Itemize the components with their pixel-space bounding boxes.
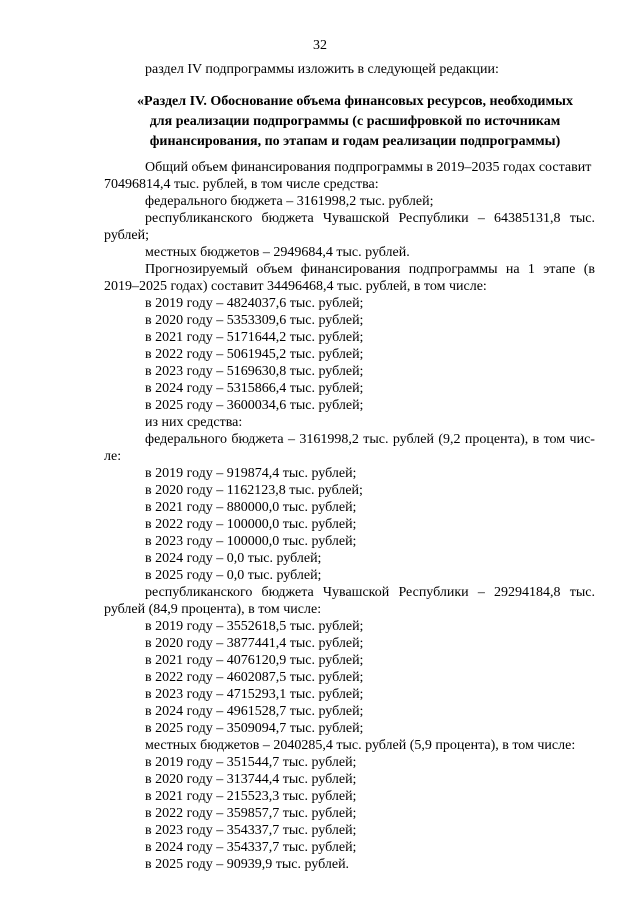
year-line: в 2023 году – 5169630,8 тыс. рублей; (145, 364, 364, 379)
paragraph-line: Общий объем финансирования подпрограммы в 2019–2035 годах составит (145, 160, 592, 175)
intro-line: раздел IV подпрограммы изложить в следующей редакции: (145, 62, 499, 77)
paragraph-line: местных бюджетов – 2949684,4 тыс. рублей. (145, 245, 410, 260)
year-line: в 2025 году – 3600034,6 тыс. рублей; (145, 398, 364, 413)
heading-line: «Раздел IV. Обоснование объема финансовых ресурсов, необходимых (137, 94, 573, 109)
year-line: в 2021 году – 880000,0 тыс. рублей; (145, 500, 357, 515)
year-line: в 2019 году – 919874,4 тыс. рублей; (145, 466, 357, 481)
word: процента), (464, 432, 529, 447)
year-line: в 2021 году – 5171644,2 тыс. рублей; (145, 330, 364, 345)
year-line: в 2021 году – 4076120,9 тыс. рублей; (145, 653, 364, 668)
year-line: в 2024 году – 0,0 тыс. рублей; (145, 551, 322, 566)
word: тыс. (569, 211, 595, 226)
word: федерального (145, 432, 228, 447)
paragraph-line: федерального бюджета – 3161998,2 тыс. рублей; (145, 194, 434, 209)
word: Республики (398, 585, 469, 600)
word: том (543, 432, 566, 447)
year-line: в 2020 году – 5353309,6 тыс. рублей; (145, 313, 364, 328)
year-line: в 2024 году – 4961528,7 тыс. рублей; (145, 704, 364, 719)
word: (9,2 (438, 432, 461, 447)
word: тыс. (363, 432, 389, 447)
word: бюджета (261, 211, 314, 226)
year-line: в 2020 году – 313744,4 тыс. рублей; (145, 772, 357, 787)
word: – (477, 211, 485, 226)
word: Республики (398, 211, 469, 226)
word: – (477, 585, 485, 600)
year-line: в 2025 году – 90939,9 тыс. рублей. (145, 857, 350, 872)
word: рублей (392, 432, 434, 447)
year-line: в 2023 году – 354337,7 тыс. рублей; (145, 823, 357, 838)
paragraph-line-justified (145, 585, 595, 601)
year-line: в 2022 году – 100000,0 тыс. рублей; (145, 517, 357, 532)
heading-line: финансирования, по этапам и годам реализации подпрограммы) (149, 134, 561, 149)
year-line: в 2019 году – 351544,7 тыс. рублей; (145, 755, 357, 770)
year-line: в 2020 году – 3877441,4 тыс. рублей; (145, 636, 364, 651)
year-line: в 2022 году – 359857,7 тыс. рублей; (145, 806, 357, 821)
page-number: 32 (313, 38, 327, 53)
year-line: в 2020 году – 1162123,8 тыс. рублей; (145, 483, 363, 498)
word: в (532, 432, 540, 447)
paragraph-line: 70496814,4 тыс. рублей, в том числе средства: (104, 177, 379, 192)
paragraph-line: из них средства: (145, 415, 243, 430)
year-line: в 2022 году – 4602087,5 тыс. рублей; (145, 670, 364, 685)
paragraph-line: местных бюджетов – 2040285,4 тыс. рублей (5,9 процента), в том числе: (145, 738, 576, 753)
word: 29294184,8 (494, 585, 561, 600)
word: республиканского (145, 585, 253, 600)
year-line: в 2025 году – 0,0 тыс. рублей; (145, 568, 322, 583)
word: чис- (569, 432, 595, 447)
word: (в (583, 262, 595, 277)
word: бюджета (261, 585, 314, 600)
section-heading (110, 92, 600, 152)
word: Прогнозируемый (145, 262, 248, 277)
paragraph-line: рублей (84,9 процента), в том числе: (104, 602, 322, 617)
word: объем (256, 262, 293, 277)
year-line: в 2025 году – 3509094,7 тыс. рублей; (145, 721, 364, 736)
year-line: в 2019 году – 3552618,5 тыс. рублей; (145, 619, 364, 634)
year-line: в 2022 году – 5061945,2 тыс. рублей; (145, 347, 364, 362)
paragraph-line-justified (145, 432, 595, 448)
year-line: в 2023 году – 4715293,1 тыс. рублей; (145, 687, 364, 702)
word: 3161998,2 (299, 432, 359, 447)
word: на (505, 262, 520, 277)
paragraph-line-justified (145, 262, 595, 278)
year-line: в 2019 году – 4824037,6 тыс. рублей; (145, 296, 364, 311)
word: – (287, 432, 295, 447)
paragraph-line: ле: (104, 449, 122, 464)
year-line: в 2021 году – 215523,3 тыс. рублей; (145, 789, 357, 804)
heading-line: для реализации подпрограммы (с расшифровкой по источникам (149, 114, 561, 129)
paragraph-line: рублей; (104, 228, 149, 243)
word: бюджета (231, 432, 284, 447)
word: этапе (543, 262, 576, 277)
word: 64385131,8 (494, 211, 561, 226)
paragraph-line: 2019–2025 годах) составит 34496468,4 тыс. рублей, в том числе: (104, 279, 487, 294)
word: Чувашской (322, 585, 390, 600)
word: Чувашской (322, 211, 390, 226)
word: финансирования (300, 262, 401, 277)
paragraph-line-justified (145, 211, 595, 227)
word: подпрограммы (408, 262, 498, 277)
word: республиканского (145, 211, 253, 226)
year-line: в 2023 году – 100000,0 тыс. рублей; (145, 534, 357, 549)
word: 1 (527, 262, 535, 277)
year-line: в 2024 году – 5315866,4 тыс. рублей; (145, 381, 364, 396)
word: тыс. (569, 585, 595, 600)
year-line: в 2024 году – 354337,7 тыс. рублей; (145, 840, 357, 855)
